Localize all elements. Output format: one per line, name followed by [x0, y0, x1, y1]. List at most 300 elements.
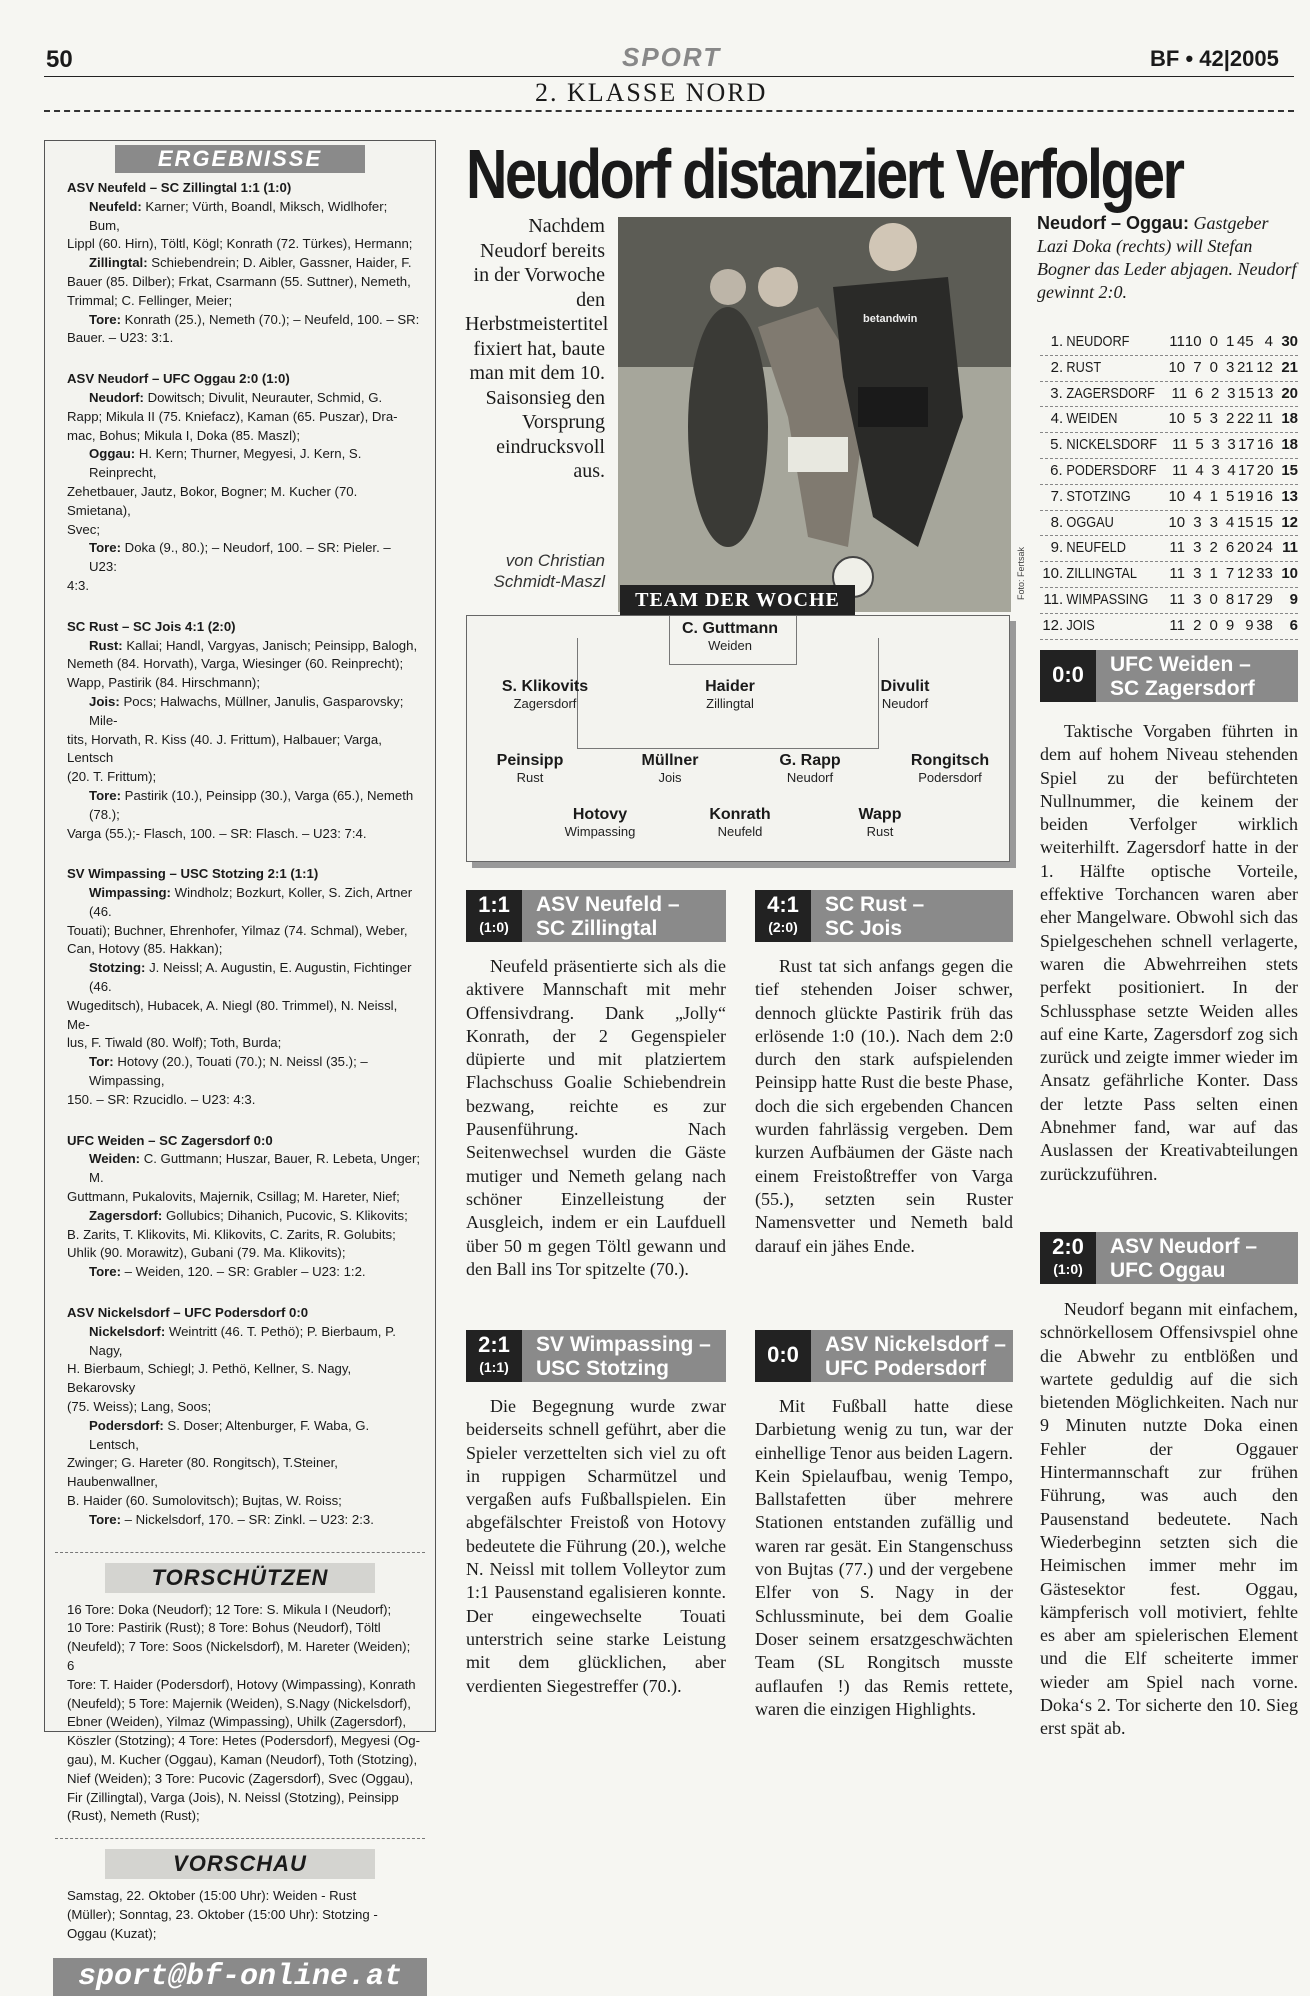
- final-score: 0:0: [767, 1342, 799, 1367]
- sidebar-line: Neufeld: Karner; Vürth, Boandl, Miksch, Widlhofer; Bum,: [89, 198, 388, 233]
- table-cell: 0: [1209, 616, 1218, 634]
- table-cell: 16: [1256, 487, 1273, 505]
- sidebar-line: Stotzing: J. Neissl; A. Augustin, E. Augustin, Fichtinger (46.: [89, 960, 412, 995]
- sidebar-line: Zwinger; G. Hareter (80. Rongitsch), T.Steiner, Haubenwallner,: [67, 1455, 338, 1490]
- home-team: ASV Neufeld –: [536, 893, 680, 916]
- team-player: [810, 806, 950, 839]
- sidebar-line: Ebner (Weiden), Yilmaz (Wimpassing), Uhilk (Zagersdorf),: [67, 1714, 407, 1730]
- report-paragraph: Mit Fußball hatte diese Darbietung wenig zu tun, war der einhellige Tenor aus beiden Lagern. Kein Spielaufbau, wenig Tempo, Ballstafetten über mehrere Stationen entstanden zufällig und waren rar gesät. Ein Stangenschuss von Bujtas (77.) und der vergebene Elfer von S. Nagy in der Schlussminute, bei dem Goalie Doser seinem ersatzgeschwächten Team (SL Rongitsch musste auflaufen !) das Remis rettete, waren die einzigen Highlights.: [755, 1396, 1013, 1719]
- table-cell: 2: [1210, 384, 1220, 402]
- match-title: ASV Nickelsdorf – UFC Podersdorf 0:0: [67, 1305, 309, 1321]
- away-team: USC Stotzing: [536, 1357, 669, 1380]
- table-cell: 9.: [1050, 539, 1064, 557]
- match-result: [67, 179, 421, 348]
- match-report-banner: [466, 1330, 726, 1382]
- match-photo: [618, 217, 1011, 612]
- table-cell: 6: [1194, 384, 1204, 402]
- team-player: [660, 620, 800, 653]
- sidebar-line: Rapp; Mikula II (75. Kniefacz), Kaman (65. Puszar), Dra-: [67, 408, 398, 424]
- player-name: G. Rapp: [779, 752, 841, 769]
- table-cell: 3: [1193, 513, 1202, 531]
- header-dashed-rule: [44, 110, 1294, 112]
- table-cell: 3: [1226, 358, 1235, 376]
- table-cell: 15: [1256, 513, 1273, 531]
- match-score: [1040, 1232, 1096, 1284]
- league-title: 2. KLASSE NORD: [535, 78, 768, 107]
- photo-credit: Foto: Fertsak: [1016, 546, 1026, 600]
- table-cell: 11: [1172, 436, 1188, 454]
- section-divider: [55, 1552, 425, 1553]
- table-cell: 3: [1193, 565, 1202, 583]
- table-cell: 17: [1236, 590, 1254, 608]
- table-cell: 3: [1193, 539, 1202, 557]
- sidebar-line: Nief (Weiden); 3 Tore: Pucovic (Zagersdorf), Svec (Oggau),: [67, 1770, 414, 1786]
- final-score: 1:1: [478, 892, 510, 917]
- table-cell: 20: [1281, 384, 1299, 402]
- table-cell: WEIDEN: [1066, 410, 1118, 428]
- table-cell: 24: [1256, 539, 1273, 557]
- table-cell: 12: [1281, 513, 1299, 531]
- caption-text: Gastgeber Lazi Doka (rechts) will Stefan Bogner das Leder abjagen. Neudorf gewinnt 2:0.: [1037, 213, 1297, 302]
- table-row: [1040, 356, 1298, 382]
- away-team: UFC Podersdorf: [825, 1357, 987, 1380]
- player-name: Hotovy: [572, 806, 628, 823]
- sidebar-line: Bauer. – U23: 3:1.: [67, 330, 174, 346]
- match-report-banner: [755, 1330, 1013, 1382]
- sidebar-line: Svec;: [67, 521, 100, 537]
- team-player: [475, 678, 615, 711]
- table-cell: 10: [1168, 487, 1186, 505]
- table-row: [1040, 330, 1298, 356]
- table-cell: 7.: [1050, 487, 1064, 505]
- sidebar-line: Zillingtal: Schiebendrein; D. Aibler, Gassner, Haider, F.: [89, 255, 412, 271]
- table-row: [1040, 588, 1298, 614]
- player-name: Haider: [705, 678, 755, 695]
- player-club: Jois: [658, 770, 682, 785]
- sidebar-line: Jois: Pocs; Halwachs, Müllner, Janulis, Gasparovsky; Mile-: [89, 693, 404, 728]
- table-cell: 11: [1169, 590, 1185, 608]
- table-cell: 3: [1193, 590, 1202, 608]
- match-result: [67, 865, 421, 1109]
- table-cell: 11: [1282, 539, 1298, 557]
- match-title: ASV Neufeld – SC Zillingtal 1:1 (1:0): [67, 180, 292, 195]
- table-cell: 9: [1289, 590, 1298, 608]
- table-cell: 10: [1168, 358, 1186, 376]
- table-row: [1040, 536, 1298, 562]
- table-cell: 0: [1209, 358, 1218, 376]
- table-cell: 4: [1226, 513, 1235, 531]
- sidebar-line: Tor: Hotovy (20.), Touati (70.); N. Neissl (35.); –Wimpassing,: [89, 1054, 368, 1089]
- home-team: ASV Neudorf –: [1110, 1235, 1258, 1258]
- caption-match: Neudorf – Oggau:: [1037, 213, 1189, 233]
- league-table: [1040, 330, 1298, 640]
- table-cell: 2: [1226, 410, 1235, 428]
- table-cell: 11: [1169, 565, 1185, 583]
- sidebar-line: (75. Weiss); Lang, Soos;: [67, 1399, 212, 1415]
- table-cell: 17: [1237, 436, 1255, 454]
- match-report-banner: [1040, 650, 1298, 702]
- table-cell: 13: [1256, 384, 1274, 402]
- home-team: SV Wimpassing –: [536, 1333, 711, 1356]
- table-cell: 9: [1245, 616, 1254, 634]
- table-cell: 9: [1225, 616, 1235, 634]
- email-link[interactable]: sport@bf-online.at: [53, 1958, 427, 1996]
- sidebar-line: B. Zarits, T. Klikovits, Mi. Klikovits, C. Zarits, R. Golubits;: [67, 1226, 396, 1242]
- table-cell: 4: [1193, 487, 1202, 505]
- player-club: Rust: [866, 824, 894, 839]
- match-teams: [1096, 1232, 1257, 1284]
- article-headline: Neudorf distanziert Verfolger: [466, 135, 1183, 213]
- final-score: 2:1: [478, 1332, 510, 1357]
- table-row: [1040, 562, 1298, 588]
- team-player: [670, 806, 810, 839]
- match-score: [466, 890, 522, 942]
- table-row: [1040, 407, 1298, 433]
- match-teams: [1096, 650, 1255, 702]
- table-cell: 13: [1281, 487, 1299, 505]
- match-result: [67, 1132, 421, 1282]
- table-cell: 19: [1236, 487, 1254, 505]
- table-cell: 17: [1237, 461, 1255, 479]
- sidebar-line: Fir (Zillingtal), Varga (Jois), N. Neissl (Stotzing), Peinsipp: [67, 1789, 399, 1805]
- sidebar-line: Oggau (Kuzat);: [67, 1925, 157, 1941]
- table-cell: ZAGERSDORF: [1066, 384, 1155, 402]
- table-cell: NICKELSDORF: [1066, 436, 1157, 454]
- table-cell: 8: [1225, 590, 1235, 608]
- home-team: ASV Nickelsdorf –: [825, 1333, 1006, 1356]
- sidebar-line: Weiden: C. Guttmann; Huszar, Bauer, R. Lebeta, Unger; M.: [89, 1151, 421, 1186]
- table-cell: 18: [1281, 436, 1298, 454]
- player-name: Divulit: [880, 678, 930, 695]
- halftime-score: (2:0): [768, 919, 798, 935]
- team-player: [600, 752, 740, 785]
- player-club: Zagersdorf: [513, 696, 577, 711]
- match-teams: [811, 1330, 1006, 1382]
- sidebar-line: mac, Bohus; Mikula I, Doka (85. Maszl);: [67, 427, 301, 443]
- table-cell: 11: [1169, 539, 1185, 557]
- match-score: [755, 1330, 811, 1382]
- table-cell: 15: [1236, 513, 1254, 531]
- report-paragraph: Die Begegnung wurde zwar beiderseits schnell geführt, aber die Spieler verzettelten sich viel zu oft in ruppigen Scharmützel und vergaßen aufs Fußballspielen. Ein abgefälschter Freistoß von Hotovy bedeutete die Führung (20.), welche N. Neissl mit tollem Volleytor zum 1:1 Pausenstand egalisieren konnte. Der eingewechselte Touati unterstrich seine starke Leistung mit dem glücklichen, aber verdienten Siegestreffer (70.).: [466, 1396, 726, 1696]
- sidebar-line: Tore: T. Haider (Podersdorf), Hotovy (Wimpassing), Konrath: [67, 1676, 416, 1692]
- table-cell: 16: [1256, 436, 1274, 454]
- section-title: SPORT: [622, 42, 722, 72]
- player-club: Rust: [516, 770, 544, 785]
- match-report-text: [466, 955, 726, 1281]
- sidebar-line: Zehetbauer, Jautz, Bokor, Bogner; M. Kucher (70. Smietana),: [67, 483, 358, 518]
- sidebar-line: Rust: Kallai; Handl, Vargyas, Janisch; Peinsipp, Balogh,: [89, 637, 418, 653]
- match-report-banner: [1040, 1232, 1298, 1284]
- table-cell: 30: [1281, 333, 1299, 350]
- sidebar-line: Wugeditsch), Hubacek, A. Niegl (80. Trimmel), N. Neissl, Me-: [67, 997, 398, 1032]
- final-score: 0:0: [1052, 662, 1084, 687]
- match-report-text: [1040, 1298, 1298, 1741]
- table-cell: 6.: [1050, 461, 1063, 479]
- player-name: Konrath: [709, 806, 771, 823]
- match-result: [67, 370, 421, 596]
- sidebar-line: (Neufeld); 7 Tore: Soos (Nickelsdorf), M. Hareter (Weiden); 6: [67, 1639, 411, 1673]
- sidebar-line: Tore: Pastirik (10.), Peinsipp (30.), Varga (65.), Nemeth (78.);: [89, 787, 414, 822]
- results-sidebar: [44, 140, 436, 1994]
- table-cell: 3: [1227, 436, 1236, 454]
- match-teams: [522, 890, 680, 942]
- match-result: [67, 618, 421, 844]
- table-cell: 3: [1227, 384, 1236, 402]
- table-cell: 1: [1209, 565, 1218, 583]
- sidebar-line: (20. T. Frittum);: [67, 769, 157, 785]
- sidebar-line: B. Haider (60. Sumolovitsch); Bujtas, W. Roiss;: [67, 1493, 342, 1508]
- match-teams: [811, 890, 924, 942]
- table-cell: OGGAU: [1066, 513, 1115, 531]
- table-cell: 6: [1225, 539, 1235, 557]
- final-score: 2:0: [1052, 1234, 1084, 1259]
- halftime-score: (1:1): [479, 1359, 509, 1375]
- table-cell: 38: [1256, 616, 1273, 634]
- table-cell: 10: [1168, 410, 1186, 428]
- away-team: UFC Oggau: [1110, 1259, 1226, 1282]
- page-number: 50: [46, 46, 73, 73]
- table-cell: 4: [1195, 461, 1204, 479]
- player-club: Neudorf: [881, 696, 929, 711]
- match-report-banner: [466, 890, 726, 942]
- match-score: [1040, 650, 1096, 702]
- sidebar-line: Tore: Konrath (25.), Nemeth (70.); – Neufeld, 100. – SR:: [89, 311, 420, 327]
- table-cell: 15: [1281, 461, 1298, 479]
- player-name: C. Guttmann: [682, 620, 778, 637]
- sidebar-line: Tore: – Nickelsdorf, 170. – SR: Zinkl. – U23: 2:3.: [89, 1511, 374, 1527]
- table-cell: 11: [1171, 384, 1188, 402]
- sidebar-line: Köszler (Stotzing); 4 Tore: Hetes (Podersdorf), Megyesi (Og-: [67, 1733, 421, 1749]
- table-cell: 15: [1237, 384, 1255, 402]
- match-teams: [522, 1330, 711, 1382]
- sidebar-line: (Rust), Nemeth (Rust);: [67, 1808, 200, 1824]
- table-cell: JOIS: [1066, 616, 1095, 634]
- table-cell: 0: [1209, 590, 1218, 608]
- table-row: [1040, 459, 1298, 485]
- sidebar-line: Wapp, Pastirik (84. Hirschmann);: [67, 675, 260, 691]
- sidebar-line: Oggau: H. Kern; Thurner, Megyesi, J. Kern, S. Reinprecht,: [89, 446, 362, 481]
- table-cell: 6: [1289, 616, 1298, 634]
- table-cell: 4: [1264, 333, 1273, 350]
- player-name: Müllner: [641, 752, 699, 769]
- player-club: Zillingtal: [706, 696, 754, 711]
- match-report-banner: [755, 890, 1013, 942]
- table-cell: 10: [1281, 565, 1298, 583]
- player-name: Rongitsch: [910, 752, 990, 769]
- table-cell: 21: [1281, 358, 1299, 376]
- table-row: [1040, 433, 1298, 459]
- table-cell: 5.: [1050, 436, 1063, 454]
- sidebar-line: Varga (55.);- Flasch, 100. – SR: Flasch. – U23: 7:4.: [67, 825, 367, 841]
- away-team: SC Zagersdorf: [1110, 677, 1255, 700]
- table-cell: 3.: [1050, 384, 1063, 402]
- table-cell: STOTZING: [1066, 487, 1131, 505]
- preview-heading: VORSCHAU: [105, 1849, 375, 1879]
- table-cell: 3: [1209, 410, 1218, 428]
- report-paragraph: Taktische Vorgaben führten in dem auf hohem Niveau stehenden Spiel zu der befürchteten Nullnummer, die keinem der beiden Verfolger wirklich weiterhilft. Zagersdorf hatte in der 1. Hälfte optische Vorteile, effektive Torchancen waren aber eher Mangelware. Obwohl sich das Spielgeschehen schnell verlagerte, waren die Abwehrreihen stets perfekt positioniert. In der Schlussphase setzte Weiden alles auf eine Karte, Zagersdorf zog sich zurück und zeigte immer wieder im Ansatz gefährliche Konter. Dass der letzte Pass selten einen Abnehmer fand, war auf das Auslassen der Kreativabteilungen zurückzuführen.: [1040, 721, 1298, 1184]
- team-player: [835, 678, 975, 711]
- report-paragraph: Neufeld präsentierte sich als die aktivere Mannschaft mit mehr Offensivdrang. Dank „Jolly“ Konrath, der 2 Gegenspieler düpierte und mit platziertem Flachschuss Goalie Schiebendrein bezwang, reichte es zur Pausenführung. Nach Seitenwechsel wurden die Gäste mutiger und Nemeth gelang nach schöner Einzelleistung der Ausgleich, indem er ein Laufduell über 50 m gegen Töltl gewann und den Ball ins Tor spitzelte (70.).: [466, 956, 726, 1279]
- table-cell: RUST: [1066, 358, 1102, 376]
- match-title: UFC Weiden – SC Zagersdorf 0:0: [67, 1132, 273, 1148]
- player-club: Podersdorf: [918, 770, 982, 785]
- away-team: SC Zillingtal: [536, 917, 658, 940]
- player-name: Wapp: [858, 806, 902, 823]
- table-cell: 8.: [1050, 513, 1064, 531]
- photo-caption: [1037, 212, 1297, 304]
- match-report-text: [755, 955, 1013, 1258]
- sidebar-line: Wimpassing: Windholz; Bozkurt, Koller, S. Zich, Artner (46.: [89, 885, 413, 919]
- table-cell: 5: [1193, 410, 1202, 428]
- table-cell: 3: [1209, 513, 1218, 531]
- player-club: Neufeld: [717, 824, 763, 839]
- results-heading: ERGEBNISSE: [115, 145, 365, 173]
- table-cell: 10: [1184, 333, 1202, 350]
- table-cell: 1.: [1050, 333, 1064, 350]
- results-list: [45, 179, 435, 1530]
- sidebar-line: Uhlik (90. Morawitz), Gubani (79. Ma. Klikovits);: [67, 1245, 346, 1261]
- match-title: ASV Neudorf – UFC Oggau 2:0 (1:0): [67, 371, 290, 387]
- sidebar-line: tits, Horvath, R. Kiss (40. J. Frittum), Halbauer; Varga, Lentsch: [67, 731, 382, 766]
- sidebar-line: 16 Tore: Doka (Neudorf); 12 Tore: S. Mikula I (Neudorf);: [67, 1601, 392, 1617]
- table-cell: NEUDORF: [1066, 333, 1130, 350]
- sidebar-line: Tore: – Weiden, 120. – SR: Grabler – U23: 1:2.: [89, 1264, 366, 1280]
- table-cell: 12: [1236, 565, 1254, 583]
- match-report-text: [755, 1395, 1013, 1721]
- sidebar-line: Nemeth (84. Horvath), Varga, Wiesinger (60. Reinprecht);: [67, 656, 404, 672]
- table-cell: 2: [1209, 539, 1218, 557]
- home-team: UFC Weiden –: [1110, 653, 1251, 676]
- table-cell: 20: [1236, 539, 1254, 557]
- table-cell: 11: [1169, 333, 1185, 350]
- table-cell: 21: [1236, 358, 1254, 376]
- table-cell: 1: [1209, 487, 1218, 505]
- match-score: [466, 1330, 522, 1382]
- team-player: [740, 752, 880, 785]
- table-cell: 11: [1169, 616, 1185, 634]
- sidebar-line: 10 Tore: Pastirik (Rust); 8 Tore: Bohus (Neudorf), Töltl: [67, 1620, 381, 1636]
- table-row: [1040, 511, 1298, 537]
- table-cell: 11.: [1043, 590, 1064, 608]
- sidebar-line: Neudorf: Dowitsch; Divulit, Neurauter, Schmid, G.: [89, 389, 383, 405]
- header-rule: [44, 76, 1294, 77]
- table-cell: 5: [1195, 436, 1204, 454]
- table-cell: 12.: [1042, 616, 1064, 634]
- table-cell: 18: [1281, 410, 1299, 428]
- scorers-heading: TORSCHÜTZEN: [105, 1563, 375, 1593]
- table-cell: 3: [1211, 461, 1220, 479]
- table-cell: 12: [1256, 358, 1273, 376]
- jersey-sponsor: betandwin: [863, 313, 918, 325]
- team-player: [660, 678, 800, 711]
- team-player: [880, 752, 1020, 785]
- match-result: [67, 1304, 421, 1530]
- sidebar-line: Lippl (60. Hirn), Töltl, Kögl; Konrath (72. Türkes), Hermann;: [67, 236, 413, 252]
- sidebar-line: Bauer (85. Dilber); Frkat, Csarmann (55. Suttner), Nemeth,: [67, 273, 411, 289]
- section-divider: [55, 1838, 425, 1839]
- table-cell: 4: [1227, 461, 1236, 479]
- player-club: Neudorf: [786, 770, 834, 785]
- sidebar-line: lus, F. Tiwald (80. Wolf); Toth, Burda;: [67, 1035, 282, 1051]
- sidebar-line: Samstag, 22. Oktober (15:00 Uhr): Weiden - Rust: [67, 1888, 357, 1904]
- sidebar-line: Touati); Buchner, Ehrenhofer, Yilmaz (74. Schmal), Weber,: [67, 922, 408, 938]
- table-row: [1040, 614, 1298, 640]
- match-title: SC Rust – SC Jois 4:1 (2:0): [67, 618, 236, 634]
- sidebar-line: gau), M. Kucher (Oggau), Kaman (Neudorf), Toth (Stotzing),: [67, 1751, 418, 1767]
- player-club: Weiden: [708, 638, 752, 653]
- table-cell: 5: [1226, 487, 1235, 505]
- sidebar-line: Trimmal; C. Fellinger, Meier;: [67, 292, 233, 308]
- issue-label: BF • 42|2005: [1150, 46, 1279, 71]
- table-cell: NEUFELD: [1066, 539, 1127, 557]
- sidebar-line: 150. – SR: Rzucidlo. – U23: 4:3.: [67, 1091, 256, 1107]
- sidebar-line: H. Bierbaum, Schiegl; J. Pethö, Kellner, S. Nagy, Bekarovsky: [67, 1361, 352, 1396]
- table-cell: 10: [1168, 513, 1186, 531]
- table-row: [1040, 485, 1298, 511]
- table-cell: 7: [1193, 358, 1202, 376]
- sidebar-line: Nickelsdorf: Weintritt (46. T. Pethö); P. Bierbaum, P. Nagy,: [89, 1323, 396, 1358]
- table-cell: 45: [1236, 333, 1254, 350]
- final-score: 4:1: [767, 892, 799, 917]
- team-player: [530, 806, 670, 839]
- match-title: SV Wimpassing – USC Stotzing 2:1 (1:1): [67, 866, 319, 882]
- halftime-score: (1:0): [479, 919, 509, 935]
- table-row: [1040, 382, 1298, 408]
- table-cell: 2: [1193, 616, 1202, 634]
- team-player: [460, 752, 600, 785]
- match-score: [755, 890, 811, 942]
- sidebar-line: Can, Hotovy (85. Hakkan);: [67, 941, 223, 957]
- player-name: S. Klikovits: [501, 678, 589, 695]
- table-cell: 11: [1257, 410, 1273, 428]
- report-paragraph: Neudorf begann mit einfachem, schnörkellosem Offensivspiel ohne die Abwehr zu entblößen und wartete geduldig auf die sich bietenden Möglichkeiten. Nach nur 9 Minuten nutzte Doka einen Fehler der Oggauer Hintermannschaft zur frühen Führung, was auch den Pausenstand bedeutete. Nach Wiederbeginn setzten sich die Heimischen immer mehr im Gästesektor fest. Oggau, kämpferisch voll motiviert, fehlte es aber am spielerischen Element und die Elf scheiterte immer wieder am Spiel nach vorne. Doka‘s 2. Tor sicherte den 10. Sieg erst spät ab.: [1040, 1299, 1298, 1739]
- sidebar-line: 4:3.: [67, 577, 89, 593]
- halftime-score: (1:0): [1053, 1261, 1083, 1277]
- scorers-list: [45, 1601, 435, 1827]
- table-cell: 3: [1211, 436, 1220, 454]
- sidebar-line: Zagersdorf: Gollubics; Dihanich, Pucovic, S. Klikovits;: [89, 1207, 408, 1223]
- table-cell: ZILLINGTAL: [1066, 565, 1138, 583]
- sidebar-line: Guttmann, Pukalovits, Majernik, Csillag; M. Hareter, Nief;: [67, 1189, 400, 1205]
- match-report-text: [466, 1395, 726, 1698]
- table-cell: WIMPASSING: [1066, 590, 1149, 608]
- table-cell: 10.: [1042, 565, 1064, 583]
- player-club: Wimpassing: [564, 824, 636, 839]
- report-paragraph: Rust tat sich anfangs gegen die tief stehenden Joiser schwer, dennoch glückte Pastirik früh das erlösende 1:0 (10.). Nach dem 2:0 durch den stark aufspielenden Peinsipp hatte Rust die beste Phase, doch die sich ergebenden Chancen wurden fahrlässig vergeben. Dem kurzen Aufbäumen der Gäste nach einem Freistoßtreffer von Varga (55.), setzten sein Ruster Namensvetter und Nemeth bald darauf ein jähes Ende.: [755, 956, 1013, 1256]
- sidebar-line: Podersdorf: S. Doser; Altenburger, F. Waba, G. Lentsch,: [89, 1417, 370, 1452]
- preview-list: [45, 1887, 435, 1943]
- table-cell: 22: [1236, 410, 1254, 428]
- table-cell: 29: [1256, 590, 1273, 608]
- article-byline: von Christian Schmidt-Maszl: [493, 551, 605, 591]
- table-cell: 4.: [1050, 410, 1064, 428]
- table-cell: 33: [1256, 565, 1273, 583]
- table-cell: 7: [1225, 565, 1235, 583]
- sidebar-line: Tore: Doka (9., 80.); – Neudorf, 100. – SR: Pieler. – U23:: [89, 540, 391, 575]
- match-report-text: [1040, 720, 1298, 1186]
- table-cell: 11: [1172, 461, 1188, 479]
- table-cell: 20: [1256, 461, 1274, 479]
- table-cell: 2.: [1050, 358, 1064, 376]
- away-team: SC Jois: [825, 917, 903, 940]
- sidebar-line: (Müller); Sonntag, 23. Oktober (15:00 Uhr): Stotzing -: [67, 1906, 378, 1922]
- sidebar-line: (Neufeld); 5 Tore: Majernik (Weiden), S.Nagy (Nickelsdorf),: [67, 1695, 411, 1711]
- home-team: SC Rust –: [825, 893, 925, 916]
- table-cell: 0: [1209, 333, 1218, 350]
- table-cell: PODERSDORF: [1066, 461, 1157, 479]
- article-intro: Nachdem Neudorf bereits in der Vorwoche den Herbstmeistertitel fixiert hat, baute man mit dem 10. Saisonsieg den Vorsprung eindrucksvoll aus.: [465, 215, 609, 482]
- team-of-week-title: TEAM DER WOCHE: [620, 585, 855, 615]
